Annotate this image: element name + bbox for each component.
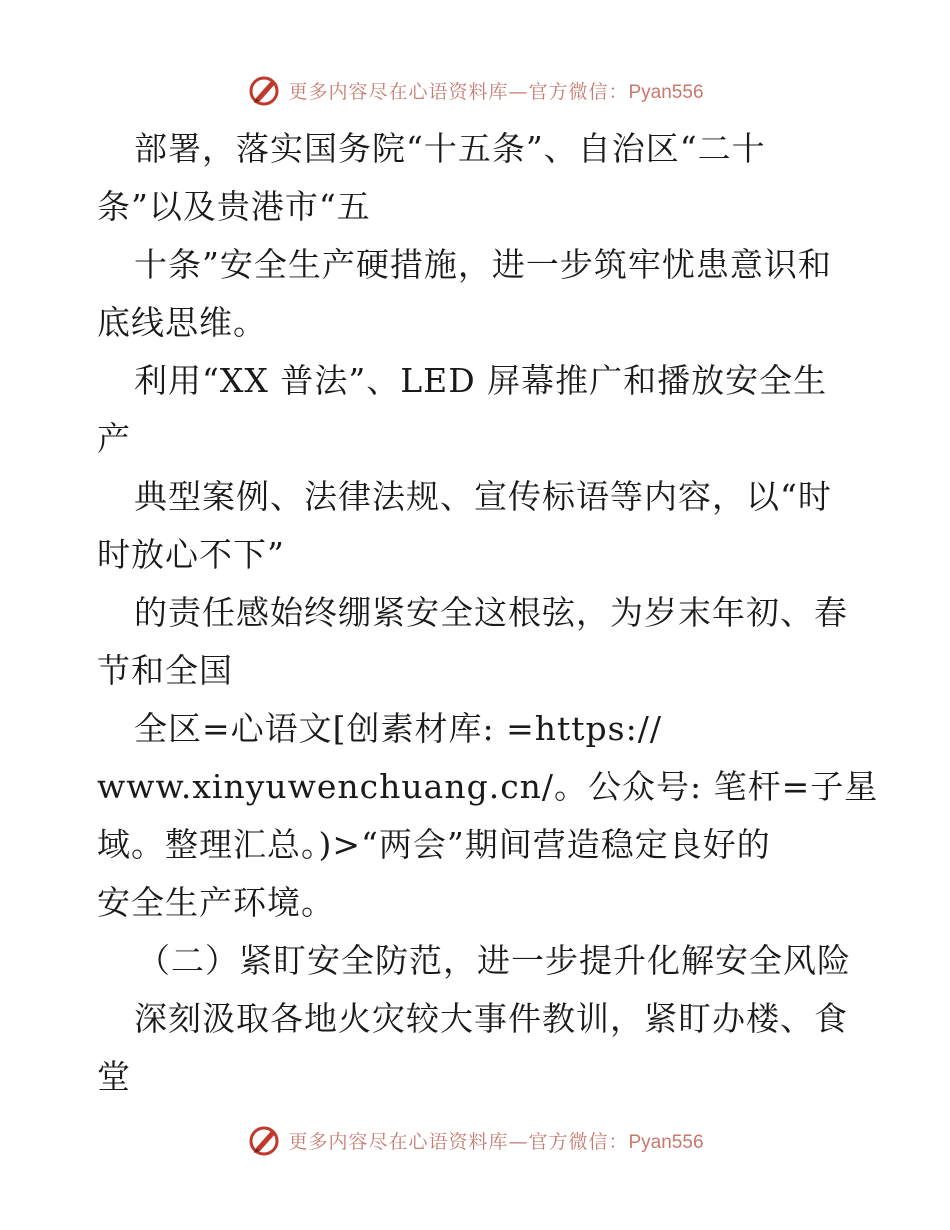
pen-logo-icon xyxy=(246,72,282,108)
footer-wechat-account: Pyan556 xyxy=(628,1131,704,1153)
body-line: 安全生产环境。 xyxy=(97,883,335,922)
body-line: 节和全国 xyxy=(97,651,233,690)
footer-watermark-text: 更多内容尽在心语资料库—官方微信：Pyan556 xyxy=(288,1130,704,1153)
document-body xyxy=(97,120,879,1106)
body-line: 深刻汲取各地火灾较大事件教训，紧盯办楼、食 xyxy=(134,999,848,1038)
body-line: 域。整理汇总。)>“两会”期间营造稳定良好的 xyxy=(97,825,771,864)
header-watermark-banner xyxy=(0,70,950,110)
pen-logo-icon xyxy=(246,1122,282,1158)
body-line: 典型案例、法律法规、宣传标语等内容，以“时 xyxy=(134,477,832,516)
body-line: 全区=心语文[创素材库: =https:// xyxy=(134,709,662,748)
header-watermark-text: 更多内容尽在心语资料库—官方微信：Pyan556 xyxy=(288,80,704,103)
footer-watermark-banner xyxy=(0,1120,950,1160)
header-wechat-account: Pyan556 xyxy=(628,81,704,103)
section-heading: （二）紧盯安全防范，进一步提升化解安全风险 xyxy=(137,941,851,980)
body-line: 利用“XX 普法”、LED 屏幕推广和播放安全生 xyxy=(134,361,828,400)
body-line: 部署，落实国务院“十五条”、自治区“二十 xyxy=(134,129,766,168)
body-line: 产 xyxy=(97,419,131,458)
body-line: www.xinyuwenchuang.cn/。公众号: 笔杆=子星 xyxy=(97,767,879,806)
body-line: 堂 xyxy=(97,1057,131,1096)
body-line: 的责任感始终绷紧安全这根弦，为岁末年初、春 xyxy=(134,593,848,632)
body-line: 十条”安全生产硬措施，进一步筑牢忧患意识和 xyxy=(134,245,832,284)
body-line: 底线思维。 xyxy=(97,303,267,342)
body-line: 条”以及贵港市“五 xyxy=(97,187,371,226)
body-line: 时放心不下” xyxy=(97,535,285,574)
